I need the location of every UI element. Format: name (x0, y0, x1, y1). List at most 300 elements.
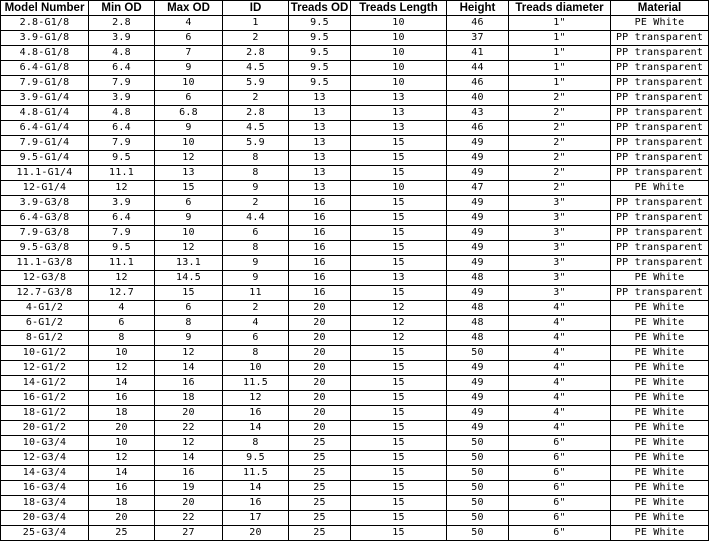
table-row (1, 316, 709, 331)
min-od-cell: 7.9 (89, 136, 155, 151)
treads-od-cell: 16 (289, 226, 351, 241)
treads-diameter-cell: 4" (509, 346, 611, 361)
treads-length-cell: 15 (351, 391, 447, 406)
treads-od-cell: 13 (289, 91, 351, 106)
treads-length-cell: 15 (351, 151, 447, 166)
treads-length-cell: 15 (351, 406, 447, 421)
min-od-cell: 9.5 (89, 151, 155, 166)
id-cell: 16 (223, 496, 289, 511)
id-cell: 9 (223, 256, 289, 271)
min-od-cell: 12 (89, 271, 155, 286)
max-od-cell: 14 (155, 361, 223, 376)
model-number-cell: 10-G1/2 (1, 346, 89, 361)
id-cell: 17 (223, 511, 289, 526)
model-number-cell: 3.9-G1/4 (1, 91, 89, 106)
header-height: Height (447, 1, 509, 16)
treads-length-cell: 15 (351, 226, 447, 241)
height-cell: 49 (447, 391, 509, 406)
treads-diameter-cell: 4" (509, 391, 611, 406)
treads-diameter-cell: 4" (509, 376, 611, 391)
treads-length-cell: 15 (351, 451, 447, 466)
max-od-cell: 16 (155, 376, 223, 391)
height-cell: 49 (447, 406, 509, 421)
material-cell: PE White (611, 316, 709, 331)
min-od-cell: 18 (89, 406, 155, 421)
table-row (1, 211, 709, 226)
header-row (1, 1, 709, 16)
max-od-cell: 16 (155, 466, 223, 481)
treads-length-cell: 15 (351, 286, 447, 301)
treads-length-cell: 12 (351, 331, 447, 346)
min-od-cell: 6.4 (89, 61, 155, 76)
treads-diameter-cell: 3" (509, 196, 611, 211)
id-cell: 5.9 (223, 76, 289, 91)
treads-diameter-cell: 2" (509, 166, 611, 181)
table-row (1, 241, 709, 256)
table-row (1, 226, 709, 241)
height-cell: 48 (447, 301, 509, 316)
header-treads-diameter: Treads diameter (509, 1, 611, 16)
treads-length-cell: 15 (351, 481, 447, 496)
height-cell: 43 (447, 106, 509, 121)
treads-od-cell: 25 (289, 481, 351, 496)
header-model-number: Model Number (1, 1, 89, 16)
treads-diameter-cell: 3" (509, 241, 611, 256)
treads-diameter-cell: 4" (509, 331, 611, 346)
treads-diameter-cell: 2" (509, 151, 611, 166)
treads-od-cell: 20 (289, 301, 351, 316)
min-od-cell: 11.1 (89, 166, 155, 181)
treads-length-cell: 15 (351, 211, 447, 226)
treads-length-cell: 10 (351, 76, 447, 91)
treads-length-cell: 15 (351, 376, 447, 391)
treads-od-cell: 16 (289, 256, 351, 271)
treads-diameter-cell: 1" (509, 76, 611, 91)
id-cell: 2.8 (223, 106, 289, 121)
material-cell: PE White (611, 451, 709, 466)
treads-diameter-cell: 6" (509, 511, 611, 526)
min-od-cell: 12 (89, 361, 155, 376)
max-od-cell: 15 (155, 181, 223, 196)
table-row (1, 421, 709, 436)
treads-length-cell: 13 (351, 121, 447, 136)
spec-table-header (1, 1, 709, 16)
model-number-cell: 14-G1/2 (1, 376, 89, 391)
treads-length-cell: 10 (351, 46, 447, 61)
table-row (1, 61, 709, 76)
id-cell: 8 (223, 151, 289, 166)
height-cell: 41 (447, 46, 509, 61)
max-od-cell: 9 (155, 121, 223, 136)
material-cell: PE White (611, 481, 709, 496)
height-cell: 50 (447, 481, 509, 496)
treads-diameter-cell: 6" (509, 436, 611, 451)
material-cell: PE White (611, 376, 709, 391)
height-cell: 46 (447, 16, 509, 31)
treads-od-cell: 25 (289, 526, 351, 541)
treads-od-cell: 25 (289, 451, 351, 466)
material-cell: PP transparent (611, 241, 709, 256)
treads-length-cell: 15 (351, 256, 447, 271)
table-row (1, 286, 709, 301)
id-cell: 11.5 (223, 376, 289, 391)
treads-length-cell: 10 (351, 181, 447, 196)
table-row (1, 196, 709, 211)
height-cell: 50 (447, 526, 509, 541)
treads-od-cell: 9.5 (289, 31, 351, 46)
material-cell: PP transparent (611, 46, 709, 61)
material-cell: PE White (611, 406, 709, 421)
min-od-cell: 16 (89, 391, 155, 406)
min-od-cell: 14 (89, 466, 155, 481)
table-row (1, 46, 709, 61)
material-cell: PP transparent (611, 166, 709, 181)
material-cell: PE White (611, 511, 709, 526)
treads-diameter-cell: 2" (509, 91, 611, 106)
material-cell: PP transparent (611, 226, 709, 241)
min-od-cell: 4.8 (89, 46, 155, 61)
height-cell: 50 (447, 511, 509, 526)
max-od-cell: 22 (155, 511, 223, 526)
treads-diameter-cell: 6" (509, 526, 611, 541)
min-od-cell: 6.4 (89, 121, 155, 136)
model-number-cell: 6.4-G3/8 (1, 211, 89, 226)
treads-diameter-cell: 4" (509, 316, 611, 331)
max-od-cell: 22 (155, 421, 223, 436)
max-od-cell: 13.1 (155, 256, 223, 271)
material-cell: PE White (611, 271, 709, 286)
material-cell: PP transparent (611, 211, 709, 226)
treads-od-cell: 13 (289, 121, 351, 136)
treads-od-cell: 13 (289, 166, 351, 181)
treads-diameter-cell: 3" (509, 271, 611, 286)
height-cell: 47 (447, 181, 509, 196)
min-od-cell: 25 (89, 526, 155, 541)
min-od-cell: 9.5 (89, 241, 155, 256)
treads-od-cell: 20 (289, 316, 351, 331)
min-od-cell: 16 (89, 481, 155, 496)
header-material: Material (611, 1, 709, 16)
material-cell: PE White (611, 16, 709, 31)
treads-length-cell: 13 (351, 271, 447, 286)
height-cell: 49 (447, 421, 509, 436)
treads-od-cell: 13 (289, 106, 351, 121)
table-row (1, 511, 709, 526)
id-cell: 12 (223, 391, 289, 406)
id-cell: 20 (223, 526, 289, 541)
id-cell: 4.5 (223, 61, 289, 76)
height-cell: 46 (447, 76, 509, 91)
height-cell: 44 (447, 61, 509, 76)
treads-diameter-cell: 1" (509, 61, 611, 76)
treads-od-cell: 25 (289, 496, 351, 511)
model-number-cell: 11.1-G3/8 (1, 256, 89, 271)
material-cell: PP transparent (611, 76, 709, 91)
id-cell: 5.9 (223, 136, 289, 151)
min-od-cell: 10 (89, 346, 155, 361)
treads-od-cell: 16 (289, 241, 351, 256)
height-cell: 48 (447, 271, 509, 286)
min-od-cell: 11.1 (89, 256, 155, 271)
height-cell: 37 (447, 31, 509, 46)
treads-od-cell: 16 (289, 211, 351, 226)
model-number-cell: 6.4-G1/4 (1, 121, 89, 136)
material-cell: PP transparent (611, 256, 709, 271)
material-cell: PE White (611, 301, 709, 316)
id-cell: 2.8 (223, 46, 289, 61)
table-row (1, 106, 709, 121)
model-number-cell: 7.9-G1/8 (1, 76, 89, 91)
treads-length-cell: 15 (351, 241, 447, 256)
material-cell: PE White (611, 361, 709, 376)
model-number-cell: 16-G3/4 (1, 481, 89, 496)
treads-diameter-cell: 4" (509, 406, 611, 421)
min-od-cell: 8 (89, 331, 155, 346)
table-row (1, 391, 709, 406)
model-number-cell: 25-G3/4 (1, 526, 89, 541)
header-max-od: Max OD (155, 1, 223, 16)
id-cell: 9.5 (223, 451, 289, 466)
model-number-cell: 4-G1/2 (1, 301, 89, 316)
model-number-cell: 18-G3/4 (1, 496, 89, 511)
model-number-cell: 9.5-G1/4 (1, 151, 89, 166)
id-cell: 11 (223, 286, 289, 301)
model-number-cell: 2.8-G1/8 (1, 16, 89, 31)
height-cell: 40 (447, 91, 509, 106)
model-number-cell: 6-G1/2 (1, 316, 89, 331)
id-cell: 4.4 (223, 211, 289, 226)
treads-diameter-cell: 3" (509, 286, 611, 301)
table-row (1, 376, 709, 391)
height-cell: 49 (447, 211, 509, 226)
treads-od-cell: 13 (289, 181, 351, 196)
model-number-cell: 3.9-G1/8 (1, 31, 89, 46)
model-number-cell: 18-G1/2 (1, 406, 89, 421)
id-cell: 2 (223, 196, 289, 211)
treads-od-cell: 16 (289, 196, 351, 211)
table-row (1, 121, 709, 136)
min-od-cell: 10 (89, 436, 155, 451)
height-cell: 49 (447, 196, 509, 211)
max-od-cell: 13 (155, 166, 223, 181)
material-cell: PP transparent (611, 286, 709, 301)
max-od-cell: 9 (155, 331, 223, 346)
table-row (1, 181, 709, 196)
treads-length-cell: 15 (351, 496, 447, 511)
model-number-cell: 12-G1/2 (1, 361, 89, 376)
material-cell: PE White (611, 466, 709, 481)
material-cell: PP transparent (611, 106, 709, 121)
table-row (1, 151, 709, 166)
header-treads-od: Treads OD (289, 1, 351, 16)
min-od-cell: 14 (89, 376, 155, 391)
height-cell: 49 (447, 151, 509, 166)
table-row (1, 91, 709, 106)
min-od-cell: 3.9 (89, 31, 155, 46)
id-cell: 8 (223, 166, 289, 181)
model-number-cell: 14-G3/4 (1, 466, 89, 481)
max-od-cell: 6 (155, 31, 223, 46)
table-row (1, 271, 709, 286)
treads-od-cell: 20 (289, 421, 351, 436)
table-row (1, 406, 709, 421)
material-cell: PP transparent (611, 61, 709, 76)
max-od-cell: 19 (155, 481, 223, 496)
height-cell: 50 (447, 346, 509, 361)
height-cell: 49 (447, 136, 509, 151)
id-cell: 2 (223, 91, 289, 106)
material-cell: PE White (611, 421, 709, 436)
min-od-cell: 3.9 (89, 91, 155, 106)
max-od-cell: 6 (155, 91, 223, 106)
id-cell: 2 (223, 301, 289, 316)
model-number-cell: 8-G1/2 (1, 331, 89, 346)
height-cell: 50 (447, 496, 509, 511)
table-row (1, 166, 709, 181)
treads-diameter-cell: 4" (509, 361, 611, 376)
table-row (1, 31, 709, 46)
max-od-cell: 4 (155, 16, 223, 31)
height-cell: 49 (447, 361, 509, 376)
treads-length-cell: 13 (351, 91, 447, 106)
treads-length-cell: 15 (351, 436, 447, 451)
max-od-cell: 6 (155, 301, 223, 316)
treads-length-cell: 13 (351, 106, 447, 121)
table-row (1, 76, 709, 91)
treads-od-cell: 20 (289, 376, 351, 391)
model-number-cell: 20-G3/4 (1, 511, 89, 526)
treads-od-cell: 25 (289, 466, 351, 481)
material-cell: PE White (611, 436, 709, 451)
treads-length-cell: 15 (351, 346, 447, 361)
header-treads-length: Treads Length (351, 1, 447, 16)
model-number-cell: 9.5-G3/8 (1, 241, 89, 256)
treads-od-cell: 20 (289, 406, 351, 421)
treads-diameter-cell: 1" (509, 31, 611, 46)
height-cell: 49 (447, 286, 509, 301)
table-row (1, 301, 709, 316)
header-min-od: Min OD (89, 1, 155, 16)
treads-od-cell: 9.5 (289, 61, 351, 76)
treads-od-cell: 25 (289, 511, 351, 526)
max-od-cell: 14.5 (155, 271, 223, 286)
treads-diameter-cell: 6" (509, 451, 611, 466)
material-cell: PE White (611, 181, 709, 196)
min-od-cell: 4 (89, 301, 155, 316)
id-cell: 9 (223, 271, 289, 286)
model-number-cell: 6.4-G1/8 (1, 61, 89, 76)
max-od-cell: 10 (155, 226, 223, 241)
min-od-cell: 6.4 (89, 211, 155, 226)
min-od-cell: 7.9 (89, 226, 155, 241)
id-cell: 4.5 (223, 121, 289, 136)
model-number-cell: 7.9-G1/4 (1, 136, 89, 151)
id-cell: 8 (223, 436, 289, 451)
treads-od-cell: 9.5 (289, 16, 351, 31)
treads-length-cell: 10 (351, 16, 447, 31)
table-row (1, 346, 709, 361)
max-od-cell: 6.8 (155, 106, 223, 121)
treads-od-cell: 25 (289, 436, 351, 451)
treads-diameter-cell: 6" (509, 481, 611, 496)
height-cell: 49 (447, 241, 509, 256)
model-number-cell: 3.9-G3/8 (1, 196, 89, 211)
id-cell: 1 (223, 16, 289, 31)
max-od-cell: 14 (155, 451, 223, 466)
spec-table-body (1, 16, 709, 541)
treads-length-cell: 15 (351, 526, 447, 541)
treads-diameter-cell: 3" (509, 256, 611, 271)
model-number-cell: 4.8-G1/8 (1, 46, 89, 61)
table-row (1, 481, 709, 496)
model-number-cell: 7.9-G3/8 (1, 226, 89, 241)
table-row (1, 16, 709, 31)
treads-diameter-cell: 4" (509, 301, 611, 316)
treads-od-cell: 13 (289, 136, 351, 151)
max-od-cell: 18 (155, 391, 223, 406)
material-cell: PE White (611, 391, 709, 406)
id-cell: 2 (223, 31, 289, 46)
height-cell: 46 (447, 121, 509, 136)
max-od-cell: 12 (155, 151, 223, 166)
max-od-cell: 7 (155, 46, 223, 61)
max-od-cell: 15 (155, 286, 223, 301)
material-cell: PP transparent (611, 196, 709, 211)
height-cell: 49 (447, 226, 509, 241)
material-cell: PP transparent (611, 31, 709, 46)
height-cell: 48 (447, 316, 509, 331)
treads-length-cell: 15 (351, 421, 447, 436)
id-cell: 6 (223, 226, 289, 241)
treads-diameter-cell: 2" (509, 106, 611, 121)
treads-od-cell: 20 (289, 361, 351, 376)
height-cell: 50 (447, 436, 509, 451)
height-cell: 49 (447, 256, 509, 271)
table-row (1, 466, 709, 481)
table-row (1, 256, 709, 271)
treads-diameter-cell: 6" (509, 496, 611, 511)
treads-od-cell: 9.5 (289, 76, 351, 91)
max-od-cell: 10 (155, 76, 223, 91)
treads-length-cell: 12 (351, 316, 447, 331)
min-od-cell: 2.8 (89, 16, 155, 31)
treads-length-cell: 15 (351, 511, 447, 526)
treads-diameter-cell: 3" (509, 211, 611, 226)
table-row (1, 331, 709, 346)
treads-length-cell: 15 (351, 466, 447, 481)
treads-length-cell: 15 (351, 196, 447, 211)
id-cell: 9 (223, 181, 289, 196)
model-number-cell: 12-G3/8 (1, 271, 89, 286)
id-cell: 4 (223, 316, 289, 331)
min-od-cell: 12.7 (89, 286, 155, 301)
model-number-cell: 12-G1/4 (1, 181, 89, 196)
treads-length-cell: 15 (351, 136, 447, 151)
material-cell: PE White (611, 331, 709, 346)
treads-diameter-cell: 3" (509, 226, 611, 241)
table-row (1, 451, 709, 466)
model-number-cell: 20-G1/2 (1, 421, 89, 436)
max-od-cell: 9 (155, 61, 223, 76)
model-number-cell: 12.7-G3/8 (1, 286, 89, 301)
treads-diameter-cell: 1" (509, 46, 611, 61)
min-od-cell: 4.8 (89, 106, 155, 121)
id-cell: 10 (223, 361, 289, 376)
min-od-cell: 12 (89, 451, 155, 466)
max-od-cell: 9 (155, 211, 223, 226)
max-od-cell: 10 (155, 136, 223, 151)
id-cell: 16 (223, 406, 289, 421)
